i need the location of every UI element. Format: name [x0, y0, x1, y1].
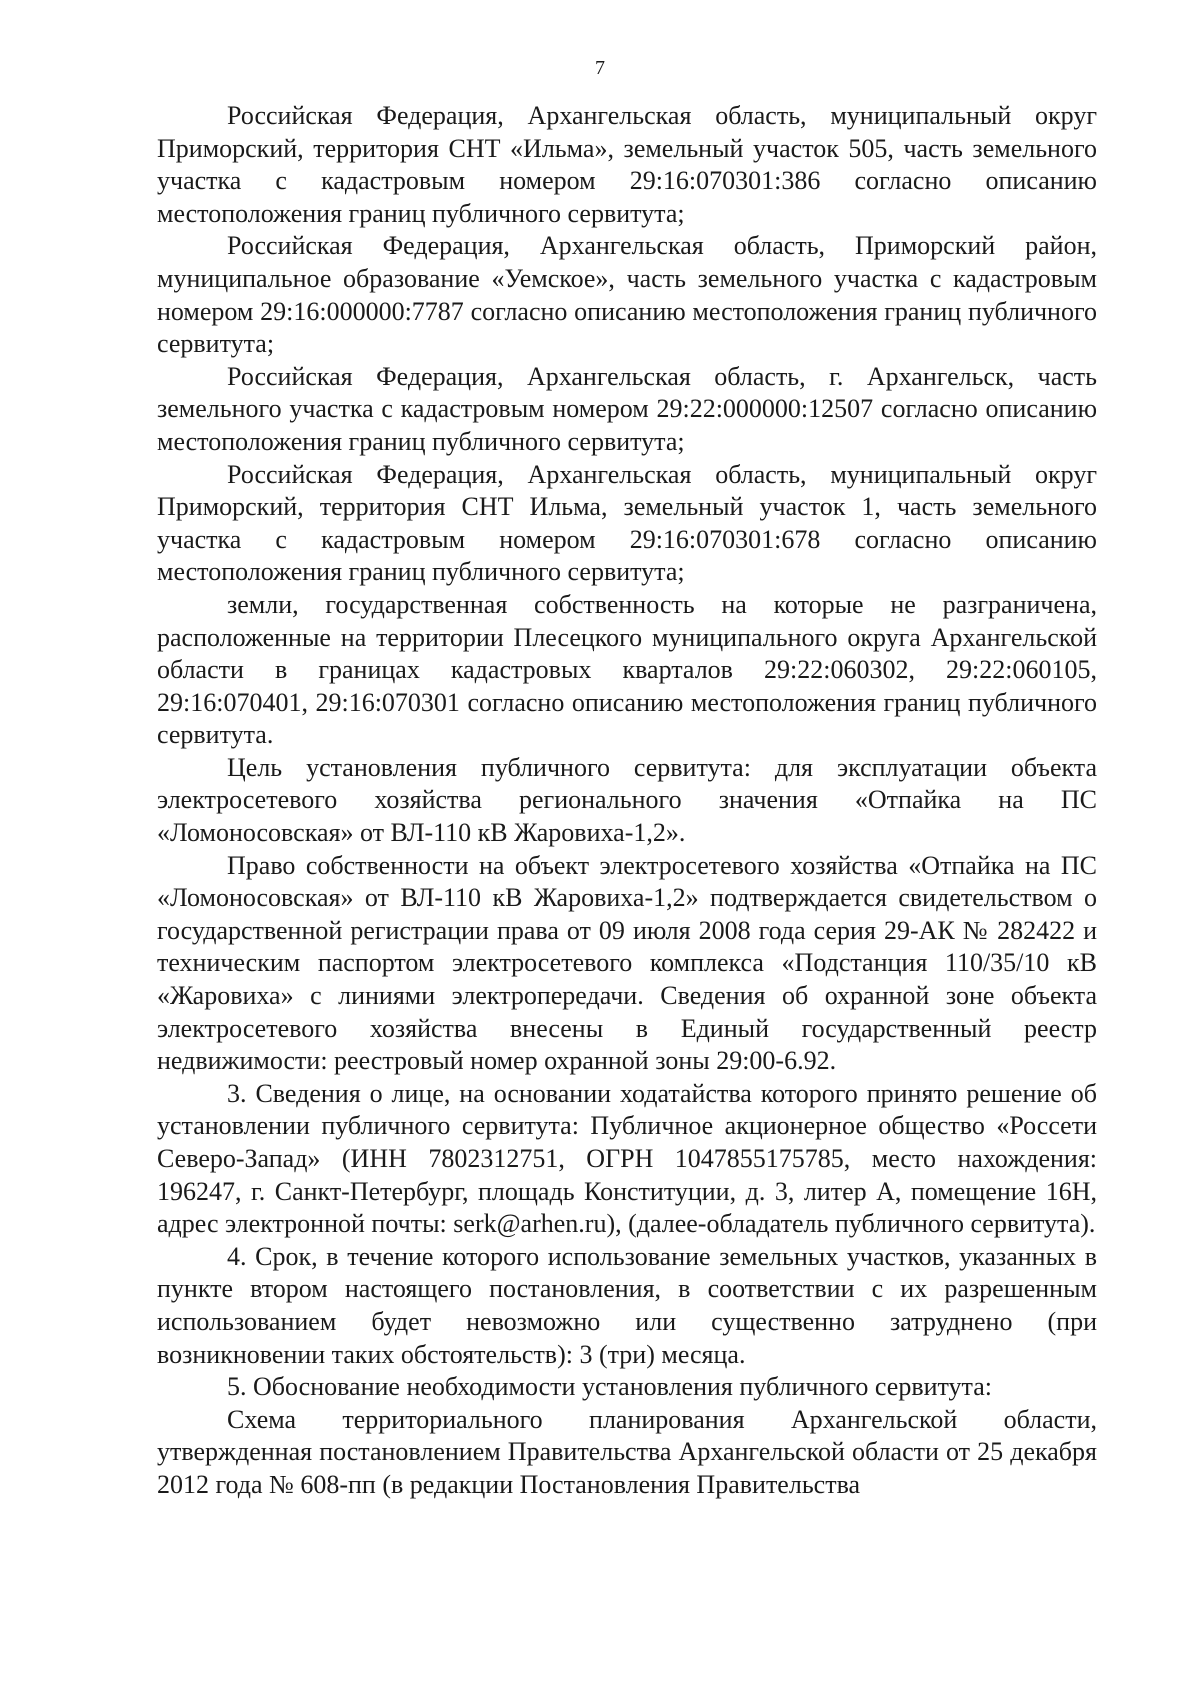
paragraph-land-plot-678: Российская Федерация, Архангельская область, муниципальный округ Приморский, территория СНТ Ильма, земельный участок 1, часть земельного участка с кадастровым номером 29:16:070301:678 согласно описанию местоположения границ публичного сервитута; [157, 459, 1097, 587]
document-body [157, 100, 1097, 1502]
paragraph-land-plot-505: Российская Федерация, Архангельская область, муниципальный округ Приморский, территория СНТ «Ильма», земельный участок 505, часть земельного участка с кадастровым номером 29:16:070301:386 согласно описанию местоположения границ публичного сервитута; [157, 101, 1097, 228]
paragraph-land-plot-12507: Российская Федерация, Архангельская область, г. Архангельск, часть земельного участка с кадастровым номером 29:22:000000:12507 согласно описанию местоположения границ публичного сервитута; [157, 361, 1097, 456]
paragraph-section-3: 3. Сведения о лице, на основании ходатайства которого принято решение об установлении публичного сервитута: Публичное акционерное общество «Россети Северо-Запад» (ИНН 7802312751, ОГРН 1047855175785, место нахождения: 196247, г. Санкт-Петербург, площадь Конституции, д. 3, литер А, помещение 16Н, адрес электронной почты: serk@arhen.ru), (далее-обладатель публичного сервитута). [157, 1078, 1097, 1239]
paragraph-section-5: 5. Обоснование необходимости установления публичного сервитута: [227, 1372, 992, 1402]
paragraph-section-4: 4. Срок, в течение которого использование земельных участков, указанных в пункте втором настоящего постановления, в соответствии с их разрешенным использованием будет невозможно или существенно затруднено (при возникновении таких обстоятельств): 3 (три) месяца. [157, 1241, 1097, 1369]
paragraph-land-plot-7787: Российская Федерация, Архангельская область, Приморский район, муниципальное образование «Уемское», часть земельного участка с кадастровым номером 29:16:000000:7787 согласно описанию местоположения границ публичного сервитута; [157, 231, 1097, 359]
paragraph-state-lands: земли, государственная собственность на которые не разграничена, расположенные на территории Плесецкого муниципального округа Архангельской области в границах кадастровых кварталов 29:22:060302, 29:22:060105, 29:16:070401, 29:16:070301 согласно описанию местоположения границ публичного сервитута. [157, 589, 1097, 750]
paragraph-ownership-right: Право собственности на объект электросетевого хозяйства «Отпайка на ПС «Ломоносовская» от ВЛ-110 кВ Жаровиха-1,2» подтверждается свидетельством о государственной регистрации права от 09 июля 2008 года серия 29-АК № 282422 и техническим паспортом электросетевого комплекса «Подстанция 110/35/10 кВ «Жаровиха» с линиями электропередачи. Сведения об охранной зоне объекта электросетевого хозяйства внесены в Единый государственный реестр недвижимости: реестровый номер охранной зоны 29:00-6.92. [157, 850, 1097, 1076]
paragraph-servitude-purpose: Цель установления публичного сервитута: для эксплуатации объекта электросетевого хозяйства регионального значения «Отпайка на ПС «Ломоносовская» от ВЛ-110 кВ Жаровиха-1,2». [157, 752, 1097, 848]
paragraph-territorial-scheme: Схема территориального планирования Архангельской области, утвержденная постановлением Правительства Архангельской области от 25 декабря 2012 года № 608-пп (в редакции Постановления Правительства [157, 1404, 1097, 1499]
page-number: 7 [595, 57, 605, 79]
